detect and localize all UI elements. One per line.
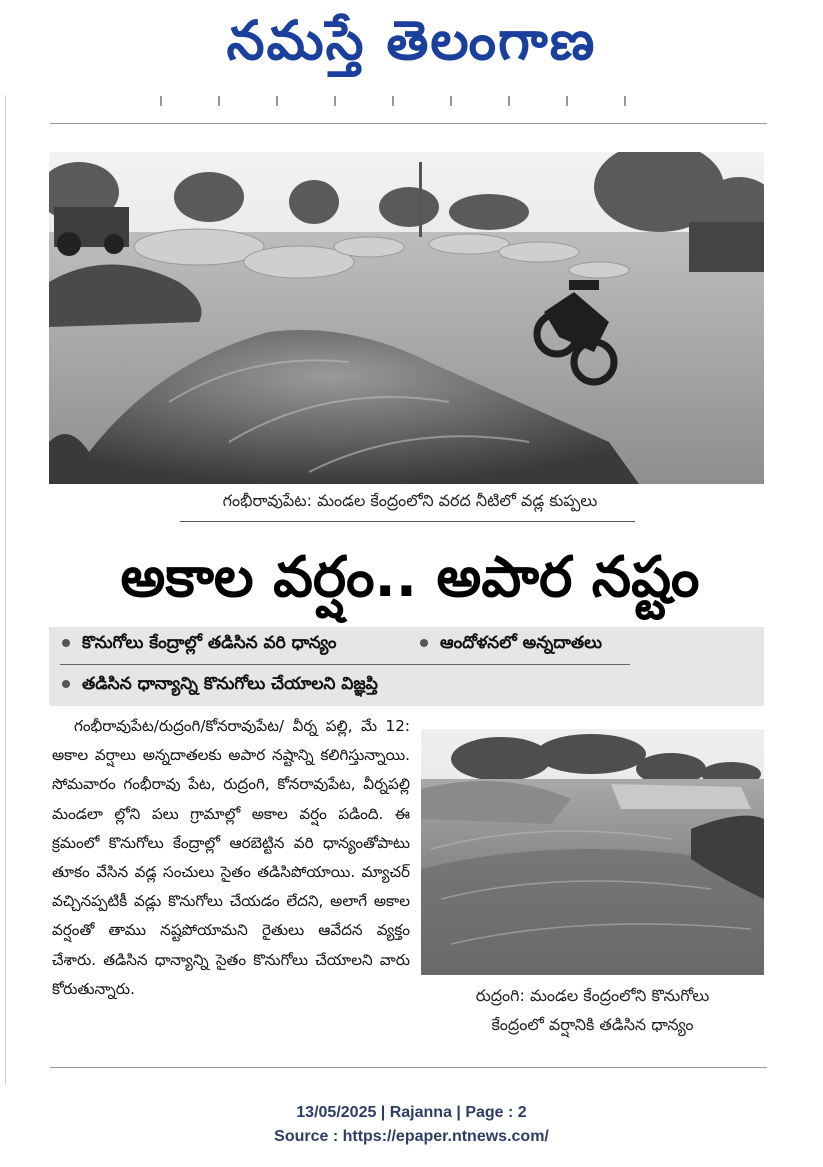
footer-date-edition: 13/05/2025 | Rajanna | Page : 2 bbox=[296, 1104, 527, 1121]
kicker-line: ఆందోళనలో అన్నదాతలు bbox=[420, 633, 602, 657]
top-divider bbox=[50, 123, 767, 124]
photo-flooded-grain-heaps bbox=[49, 152, 764, 484]
bullet-icon bbox=[62, 680, 70, 688]
photo-caption: రుద్రంగి: మండల కేంద్రంలోని కొనుగోలు bbox=[475, 986, 710, 1005]
footer-source-link[interactable]: Source : https://epaper.ntnews.com/ bbox=[274, 1128, 549, 1145]
caption-underline bbox=[180, 521, 635, 522]
bullet-icon bbox=[62, 639, 70, 647]
bottom-divider bbox=[50, 1067, 767, 1068]
cropped-text-strip bbox=[160, 96, 660, 106]
photo-wet-grain-centre bbox=[421, 729, 764, 975]
headline: అకాల వర్షం.. అపార నష్టం bbox=[120, 545, 700, 610]
page-edge-rule bbox=[5, 95, 6, 1085]
article-body: గంభీరావుపేట/రుద్రంగి/కోనరావుపేట/ వీర్న పల్లి, మే 12: అకాల వర్షాలు అన్నదాతలకు అపార నష్టాన్ని కలిగిస్తున్నాయి. సోమవారం గంభీరావు పేట, రుద్రంగి, కోనరావుపేట, వీర్నపల్లి మండలా ల్లోని పలు గ్రామాల్లో అకాల వర్షం పడింది. ఈ క్రమంలో కొనుగోలు కేంద్రాల్లో ఆరబెట్టిన వరి ధాన్యంతోపాటు తూకం వేసిన వడ్ల సంచులు సైతం తడిసిపోయాయి. మ్యాచర్ వచ్చినప్పటికీ వడ్లు కొనుగోలు చేయడం లేదని, అలాగే అకాల వర్షంతో తాము నష్టపోయామని రైతులు ఆవేదన వ్యక్తం చేశారు. తడిసిన ధాన్యాన్ని సైతం కొనుగోలు చేయాలని వారు కోరుతున్నారు. bbox=[52, 717, 410, 998]
kicker-line: కొనుగోలు కేంద్రాల్లో తడిసిన వరి ధాన్యం bbox=[62, 633, 337, 657]
newspaper-masthead: నమస్తే తెలంగాణ bbox=[226, 8, 597, 72]
bullet-icon bbox=[420, 639, 428, 647]
photo-caption: గంభీరావుపేట: మండల కేంద్రంలోని వరద నీటిలో వడ్ల కుప్పలు bbox=[222, 491, 598, 510]
photo-caption: కేంద్రంలో వర్షానికి తడిసిన ధాన్యం bbox=[491, 1015, 694, 1034]
kicker-line: తడిసిన ధాన్యాన్ని కొనుగోలు చేయాలని విజ్ఞప్తి bbox=[62, 674, 378, 698]
kicker-divider bbox=[60, 664, 630, 665]
